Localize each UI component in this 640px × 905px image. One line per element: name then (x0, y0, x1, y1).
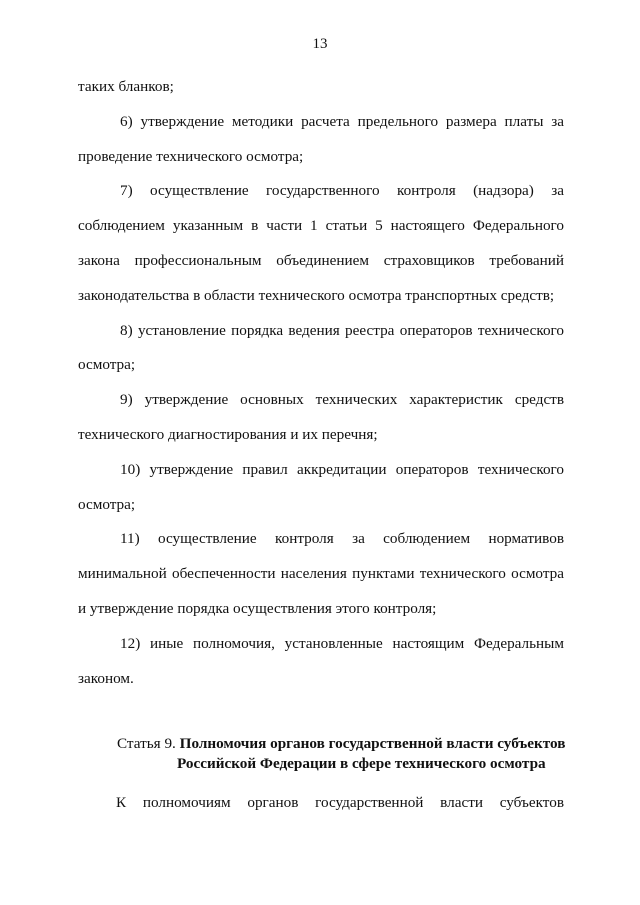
body-text (78, 70, 564, 696)
paragraph-item-10: 10) утверждение правил аккредитации операторов технического осмотра; (78, 460, 564, 513)
article-heading (117, 734, 567, 774)
page-number: 13 (312, 36, 328, 52)
paragraph-continuation: таких бланков; (78, 78, 174, 95)
paragraph-item-12: 12) иные полномочия, установленные настоящим Федеральным законом. (78, 634, 564, 687)
paragraph-item-11: 11) осуществление контроля за соблюдением нормативов минимальной обеспеченности населения пунктами технического осмотра и утверждение порядка осуществления этого контроля; (78, 530, 564, 617)
paragraph-item-9: 9) утверждение основных технических характеристик средств технического диагностирования и их перечня; (78, 391, 564, 443)
paragraph-item-6: 6) утверждение методики расчета предельного размера платы за проведение технического осмотра; (78, 112, 564, 165)
article-title-line2: Российской Федерации в сфере технического осмотра (177, 755, 546, 772)
article-body-start: К полномочиям органов государственной власти субъектов (116, 794, 564, 811)
article-label: Статья 9. (117, 735, 176, 752)
paragraph-item-8: 8) установление порядка ведения реестра операторов технического осмотра; (78, 321, 564, 374)
paragraph-item-7: 7) осуществление государственного контроля (надзора) за соблюдением указанным в части 1 статьи 5 настоящего Федерального закона профессиональным объединением страховщиков требований законодательства в области технического осмотра транспортных средств; (78, 182, 564, 304)
article-title-line1: Полномочия органов государственной власти субъектов (179, 735, 566, 752)
